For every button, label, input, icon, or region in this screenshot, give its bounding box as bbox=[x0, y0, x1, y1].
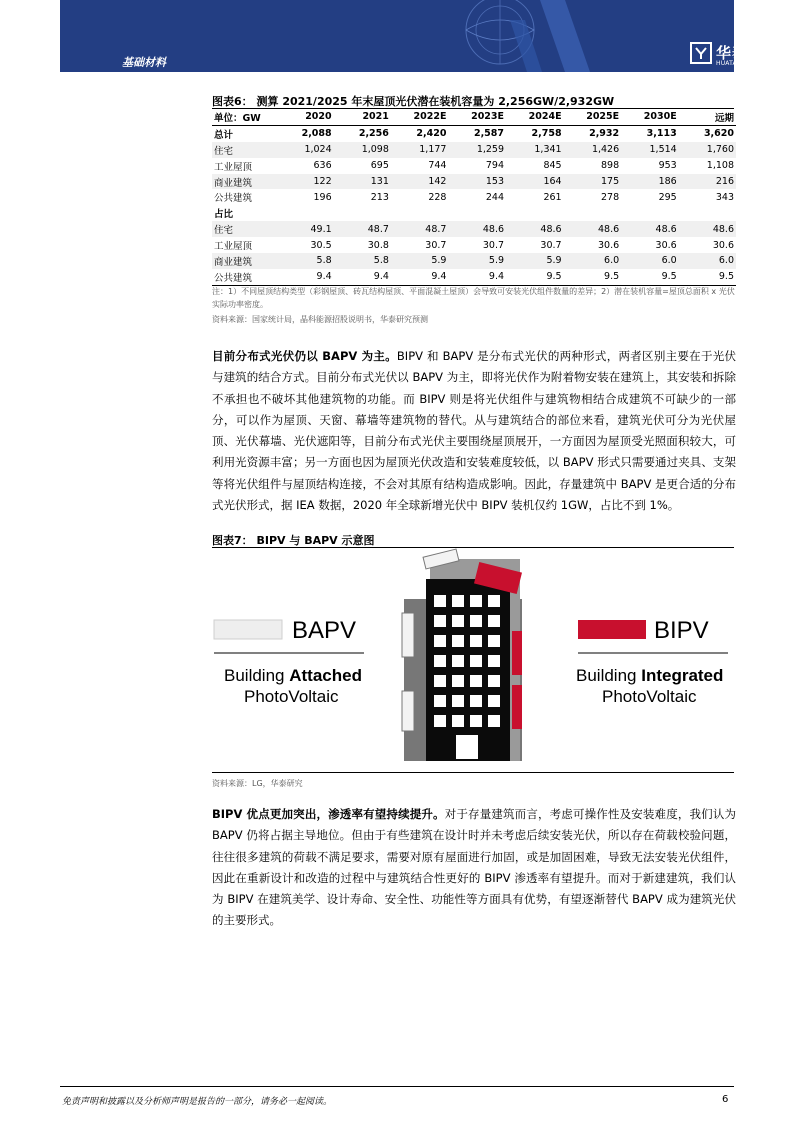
table-cell: 261 bbox=[543, 191, 562, 203]
table-cell: 49.1 bbox=[276, 221, 333, 237]
bipv-caption-line1 bbox=[576, 666, 723, 685]
figure6-table bbox=[212, 109, 736, 286]
table-header-cell: 单位：GW bbox=[212, 109, 276, 125]
bapv-attached-word: Attached bbox=[289, 666, 362, 685]
table-cell: 48.6 bbox=[564, 221, 622, 237]
table-cell: 9.4 bbox=[334, 269, 391, 285]
paragraph-body: 对于存量建筑而言，考虑可操作性及安装难度，我们认为 BAPV 仍将占据主导地位。但由于有些建筑在设计时并未考虑后续安装光伏，所以存在荷载校验问题，往往很多建筑的荷载不满足要求，需要对原有屋面进行加固，或是加固困难，导致无法安装光伏组件，因此在重新设计和改造的过程中与建筑结合性更好的 BIPV 渗透率有望提升。而对于新建建筑，我们认为 BIPV 在建筑美学、设计寿命、安全性、功能性等方面具有优势，有望逐渐替代 BAPV 成为建筑光伏的主要形式。 bbox=[212, 807, 737, 928]
table-cell: 186 bbox=[621, 174, 679, 190]
table-cell: 1,760 bbox=[679, 142, 736, 158]
table-cell: 48.6 bbox=[506, 221, 564, 237]
paragraph-body: BIPV 和 BAPV 是分布式光伏的两种形式，两者区别主要在于光伏与建筑的结合方式。目前分布式光伏以 BAPV 为主，即将光伏作为附着物安装在建筑上，其安装和拆除不承担也不破坏其他建筑物的功能。而 BIPV 则是将光伏组件与建筑物相结合成建筑不可缺少的一部分，可以作为屋顶、天窗、幕墙等建筑物的替代。从与建筑结合的部位来看，建筑光伏可分为光伏屋顶、光伏幕墙、光伏遮阳等，目前分布式光伏主要围绕屋顶展开，一方面因为屋顶受光照面积较大，可利用光资源丰富；另一方面也因为屋顶光伏改造和安装难度较低，以 BAPV 形式只需要通过夹具、支架等将光伏组件与屋顶结构连接，不会对其原有结构造成影响。因此，存量建筑中 BAPV 是更合适的分布式光伏形式，据 IEA 数据，2020 年全球新增光伏中 BIPV 装机仅约 1GW，占比不到 1%。 bbox=[212, 349, 737, 513]
table-cell: 175 bbox=[564, 174, 622, 190]
wall-bapv-panel-upper bbox=[402, 613, 414, 657]
table-cell: 1,341 bbox=[506, 142, 564, 158]
table-row bbox=[212, 125, 736, 141]
table-cell bbox=[448, 205, 506, 221]
row-label: 公共建筑 bbox=[214, 193, 253, 205]
table-row bbox=[212, 253, 736, 269]
table-cell: 5.8 bbox=[276, 253, 333, 269]
table-cell: 48.6 bbox=[621, 221, 679, 237]
table-cell bbox=[391, 205, 449, 221]
table-header-cell: 2021 bbox=[334, 109, 391, 125]
table-cell: 244 bbox=[485, 191, 505, 203]
table-cell: 636 bbox=[313, 160, 332, 172]
table-cell: 9.4 bbox=[391, 269, 449, 285]
table-cell: 845 bbox=[543, 160, 562, 172]
row-label: 住宅 bbox=[212, 221, 276, 237]
paragraph-bapv bbox=[212, 346, 736, 516]
table-cell: 1,098 bbox=[334, 142, 391, 158]
table-cell: 6.0 bbox=[621, 253, 679, 269]
bapv-caption-line1 bbox=[224, 666, 362, 685]
table-cell: 30.7 bbox=[425, 239, 447, 251]
section-tag: 基础材料 bbox=[122, 56, 166, 69]
logo-chinese-name: 华泰证券 bbox=[716, 44, 781, 62]
table-cell: 5.9 bbox=[448, 253, 506, 269]
table-cell: 2,088 bbox=[301, 128, 332, 140]
table-cell: 6.0 bbox=[679, 253, 736, 269]
paragraph-bipv bbox=[212, 804, 736, 932]
table-cell: 2,256 bbox=[358, 128, 389, 140]
table-row bbox=[212, 189, 736, 205]
row-label: 商业建筑 bbox=[212, 253, 276, 269]
table-cell: 30.7 bbox=[540, 239, 562, 251]
table-cell: 48.6 bbox=[448, 221, 506, 237]
table-row bbox=[212, 158, 736, 174]
building-illustration bbox=[402, 549, 522, 761]
table-cell: 9.5 bbox=[621, 269, 679, 285]
figure7-bottom-rule bbox=[212, 772, 734, 773]
table-cell: 2,758 bbox=[531, 128, 562, 140]
row-label: 工业屋顶 bbox=[214, 161, 253, 173]
table-header-cell: 2025E bbox=[564, 109, 622, 125]
row-label: 占比 bbox=[214, 209, 234, 221]
table-cell: 142 bbox=[391, 174, 449, 190]
table-row bbox=[212, 221, 736, 237]
row-label: 住宅 bbox=[212, 142, 276, 158]
bipv-label: BIPV bbox=[654, 617, 709, 644]
table-cell: 1,514 bbox=[621, 142, 679, 158]
table-cell: 9.4 bbox=[448, 269, 506, 285]
bapv-label: BAPV bbox=[292, 617, 357, 644]
bipv-caption-line2: PhotoVoltaic bbox=[602, 687, 697, 706]
table-cell: 5.9 bbox=[506, 253, 564, 269]
figure7-illustration bbox=[212, 549, 736, 769]
bipv-integrated-word: Integrated bbox=[641, 666, 724, 685]
table-row bbox=[212, 205, 736, 221]
wall-bipv-panel-upper bbox=[512, 631, 522, 675]
table-cell: 1,108 bbox=[706, 160, 734, 172]
table-row bbox=[212, 174, 736, 190]
table-header-cell: 2024E bbox=[506, 109, 564, 125]
table-cell: 2,587 bbox=[473, 128, 505, 140]
table-cell bbox=[334, 205, 391, 221]
table-cell: 1,024 bbox=[276, 142, 333, 158]
table-cell: 9.5 bbox=[506, 269, 564, 285]
table-cell: 898 bbox=[601, 160, 620, 172]
table-cell: 228 bbox=[428, 191, 447, 203]
row-label: 工业屋顶 bbox=[214, 241, 253, 253]
wall-bapv-panel-lower bbox=[402, 691, 414, 731]
logo-english-name: HUATAI SECURITIES bbox=[716, 60, 779, 67]
row-label: 公共建筑 bbox=[212, 269, 276, 285]
table-cell: 164 bbox=[506, 174, 564, 190]
table-cell: 953 bbox=[658, 160, 677, 172]
table-cell: 122 bbox=[276, 174, 333, 190]
table-header-cell: 2030E bbox=[621, 109, 679, 125]
table-cell: 1,426 bbox=[564, 142, 622, 158]
table-row bbox=[212, 269, 736, 285]
row-label: 总计 bbox=[214, 129, 234, 141]
figure7-title: 图表7： BIPV 与 BAPV 示意图 bbox=[212, 534, 375, 547]
paragraph-lead: BIPV 优点更加突出，渗透率有望持续提升。 bbox=[212, 807, 445, 821]
bipv-building-word: Building bbox=[576, 666, 642, 685]
table-header-cell: 2023E bbox=[448, 109, 506, 125]
table-cell bbox=[621, 205, 679, 221]
table-cell: 30.5 bbox=[310, 239, 332, 251]
figure7-top-rule bbox=[212, 547, 734, 548]
table-cell: 3,113 bbox=[646, 128, 677, 140]
table-cell bbox=[679, 205, 736, 221]
header-banner bbox=[60, 0, 781, 72]
paragraph-lead: 目前分布式光伏仍以 BAPV 为主。 bbox=[212, 349, 397, 363]
table-cell: 1,259 bbox=[448, 142, 506, 158]
table-cell: 9.5 bbox=[564, 269, 622, 285]
table-header-cell: 2022E bbox=[391, 109, 449, 125]
bapv-swatch bbox=[214, 620, 282, 639]
table-row bbox=[212, 142, 736, 158]
table-header-cell: 2020 bbox=[276, 109, 333, 125]
table-cell: 278 bbox=[601, 191, 620, 203]
table-cell: 153 bbox=[448, 174, 506, 190]
row-label: 商业建筑 bbox=[212, 174, 276, 190]
table-row bbox=[212, 237, 736, 253]
table-header-row bbox=[212, 109, 736, 125]
table-cell bbox=[276, 205, 333, 221]
table-cell: 216 bbox=[679, 174, 736, 190]
table-cell: 30.6 bbox=[712, 239, 734, 251]
bipv-swatch bbox=[578, 620, 646, 639]
table-cell: 30.8 bbox=[367, 239, 389, 251]
footer-disclaimer: 免责声明和披露以及分析师声明是报告的一部分，请务必一起阅读。 bbox=[62, 1097, 333, 1107]
banner-decoration bbox=[390, 0, 600, 72]
huatai-logo-icon bbox=[690, 42, 712, 64]
table-cell: 2,420 bbox=[416, 128, 447, 140]
table-cell: 196 bbox=[313, 191, 332, 203]
table-cell bbox=[506, 205, 564, 221]
figure6-source: 资料来源：国家统计局，晶科能源招股说明书，华泰研究预测 bbox=[212, 315, 428, 324]
table-cell: 1,177 bbox=[391, 142, 449, 158]
table-cell: 794 bbox=[485, 160, 505, 172]
table-cell bbox=[564, 205, 622, 221]
figure6-title: 图表6： 测算 2021/2025 年末屋顶光伏潜在装机容量为 2,256GW/2,932GW bbox=[212, 95, 615, 108]
page-number: 6 bbox=[722, 1094, 729, 1105]
table-cell: 30.7 bbox=[482, 239, 505, 251]
bipv-bapv-diagram bbox=[212, 549, 736, 769]
table-cell: 5.9 bbox=[391, 253, 449, 269]
table-cell: 9.5 bbox=[679, 269, 736, 285]
table-cell: 343 bbox=[715, 191, 734, 203]
figure7-source: 资料来源：LG，华泰研究 bbox=[212, 779, 303, 788]
wall-bipv-panel-lower bbox=[512, 685, 522, 729]
table-cell: 3,620 bbox=[703, 128, 734, 140]
table-cell: 30.6 bbox=[597, 239, 620, 251]
table-cell: 6.0 bbox=[564, 253, 622, 269]
figure6-note: 注：1）不同屋顶结构类型（彩钢屋顶、砖瓦结构屋顶、平面混凝土屋顶）会导致可安装光伏组件数量的差异；2）潜在装机容量=屋顶总面积 x 光伏实际功率密度。 bbox=[212, 287, 735, 309]
table-cell: 295 bbox=[658, 191, 677, 203]
table-cell: 744 bbox=[428, 160, 447, 172]
table-cell: 2,932 bbox=[589, 128, 620, 140]
bapv-caption-line2: PhotoVoltaic bbox=[244, 687, 339, 706]
table-cell: 9.4 bbox=[276, 269, 333, 285]
table-cell: 695 bbox=[370, 160, 389, 172]
footer-rule bbox=[60, 1086, 734, 1087]
table-cell: 30.6 bbox=[655, 239, 677, 251]
table-header-cell: 远期 bbox=[679, 109, 736, 125]
table-cell: 213 bbox=[370, 191, 389, 203]
table-cell: 5.8 bbox=[334, 253, 391, 269]
table-cell: 48.7 bbox=[391, 221, 449, 237]
table-cell: 48.7 bbox=[334, 221, 391, 237]
table-cell: 48.6 bbox=[679, 221, 736, 237]
bapv-building-word: Building bbox=[224, 666, 290, 685]
table-cell: 131 bbox=[334, 174, 391, 190]
huatai-logo bbox=[690, 42, 790, 68]
